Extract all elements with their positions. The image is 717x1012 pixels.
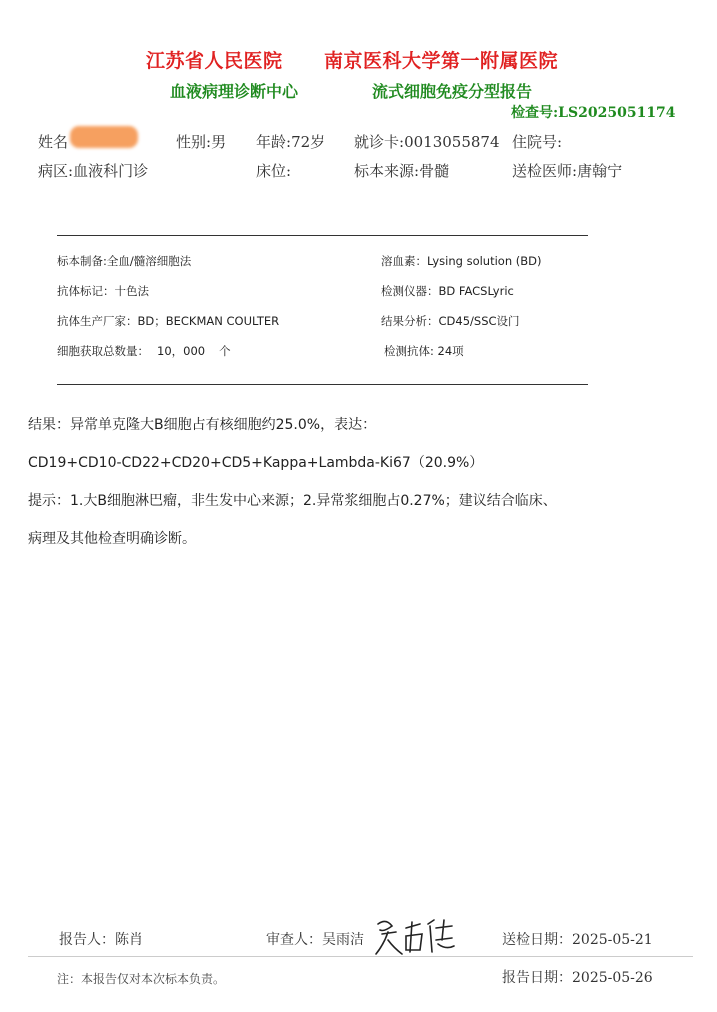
ward-field — [38, 160, 148, 181]
gender-field — [176, 131, 226, 152]
reporter-label: 报告人： — [59, 932, 115, 948]
method-top-rule — [57, 235, 588, 236]
center-name: 血液病理诊断中心 — [170, 82, 299, 101]
reviewer-field — [266, 929, 364, 949]
report-date-field — [502, 967, 653, 987]
report-date-label: 报告日期： — [502, 970, 572, 986]
reviewer-value: 吴雨洁 — [322, 932, 364, 948]
report-title: 流式细胞免疫分型报告 — [372, 82, 533, 101]
card-field — [354, 131, 500, 152]
cell-count-unit: 个 — [219, 344, 231, 358]
manufacturer: 抗体生产厂家：BD；BECKMAN COULTER — [57, 314, 280, 328]
analysis: 结果分析：CD45/SSC设门 — [381, 314, 520, 328]
antibody-count: 检测抗体: 24项 — [384, 344, 464, 358]
gender-value: 男 — [211, 133, 227, 151]
result-line-4: 病理及其他检查明确诊断。 — [28, 531, 196, 547]
footer-note: 注：本报告仅对本次标本负责。 — [57, 972, 226, 986]
specimen-label: 标本来源: — [354, 162, 420, 180]
result-line-2: CD19+CD10-CD22+CD20+CD5+Kappa+Lambda-Ki67（20.9%） — [28, 455, 484, 471]
patient-name-label: 姓名 — [38, 133, 69, 151]
gender-label: 性别: — [176, 133, 212, 151]
specimen-value: 骨髓 — [419, 162, 450, 180]
specimen-prep: 标本制备:全血/髓溶细胞法 — [57, 254, 192, 268]
bed-label: 床位: — [256, 162, 292, 180]
age-field — [256, 131, 325, 152]
ward-label: 病区: — [38, 162, 74, 180]
cell-count-label: 细胞获取总数量： — [57, 344, 149, 358]
hospital-name-2: 南京医科大学第一附属医院 — [324, 50, 559, 72]
method-bottom-rule — [57, 384, 588, 385]
check-number-value: LS2025051174 — [558, 105, 676, 121]
doctor-label: 送检医师: — [512, 162, 578, 180]
footer-rule — [28, 956, 693, 957]
submit-date-value: 2025-05-21 — [572, 932, 653, 948]
cell-count — [57, 343, 231, 359]
reporter-value: 陈肖 — [115, 932, 143, 948]
cell-count-value: 10，000 — [157, 344, 206, 358]
instrument: 检测仪器：BD FACSLyric — [381, 284, 514, 298]
result-line-3: 提示：1.大B细胞淋巴瘤，非生发中心来源；2.异常浆细胞占0.27%；建议结合临床、 — [28, 493, 557, 509]
hospital-name-1: 江苏省人民医院 — [146, 50, 283, 72]
age-value: 72岁 — [291, 133, 326, 151]
submit-date-label: 送检日期： — [502, 932, 572, 948]
check-number — [511, 102, 676, 122]
name-redaction — [70, 126, 138, 148]
reviewer-label: 审查人： — [266, 932, 322, 948]
bed-field — [256, 160, 291, 181]
reporter-field — [59, 929, 143, 949]
doctor-value: 唐翰宁 — [577, 162, 623, 180]
result-line-1: 结果：异常单克隆大B细胞占有核细胞约25.0%，表达： — [28, 417, 377, 433]
specimen-field — [354, 160, 449, 181]
check-number-label: 检查号: — [511, 105, 559, 121]
reviewer-signature — [372, 914, 458, 960]
inpatient-label: 住院号: — [512, 133, 563, 151]
inpatient-field — [512, 131, 562, 152]
age-label: 年龄: — [256, 133, 292, 151]
ward-value: 血液科门诊 — [73, 162, 149, 180]
lysing-solution: 溶血素：Lysing solution (BD) — [381, 254, 542, 268]
card-value: 0013055874 — [404, 133, 500, 151]
card-label: 就诊卡: — [354, 133, 405, 151]
doctor-field — [512, 160, 622, 181]
submit-date-field — [502, 929, 653, 949]
antibody-mark: 抗体标记：十色法 — [57, 284, 149, 298]
report-date-value: 2025-05-26 — [572, 970, 653, 986]
